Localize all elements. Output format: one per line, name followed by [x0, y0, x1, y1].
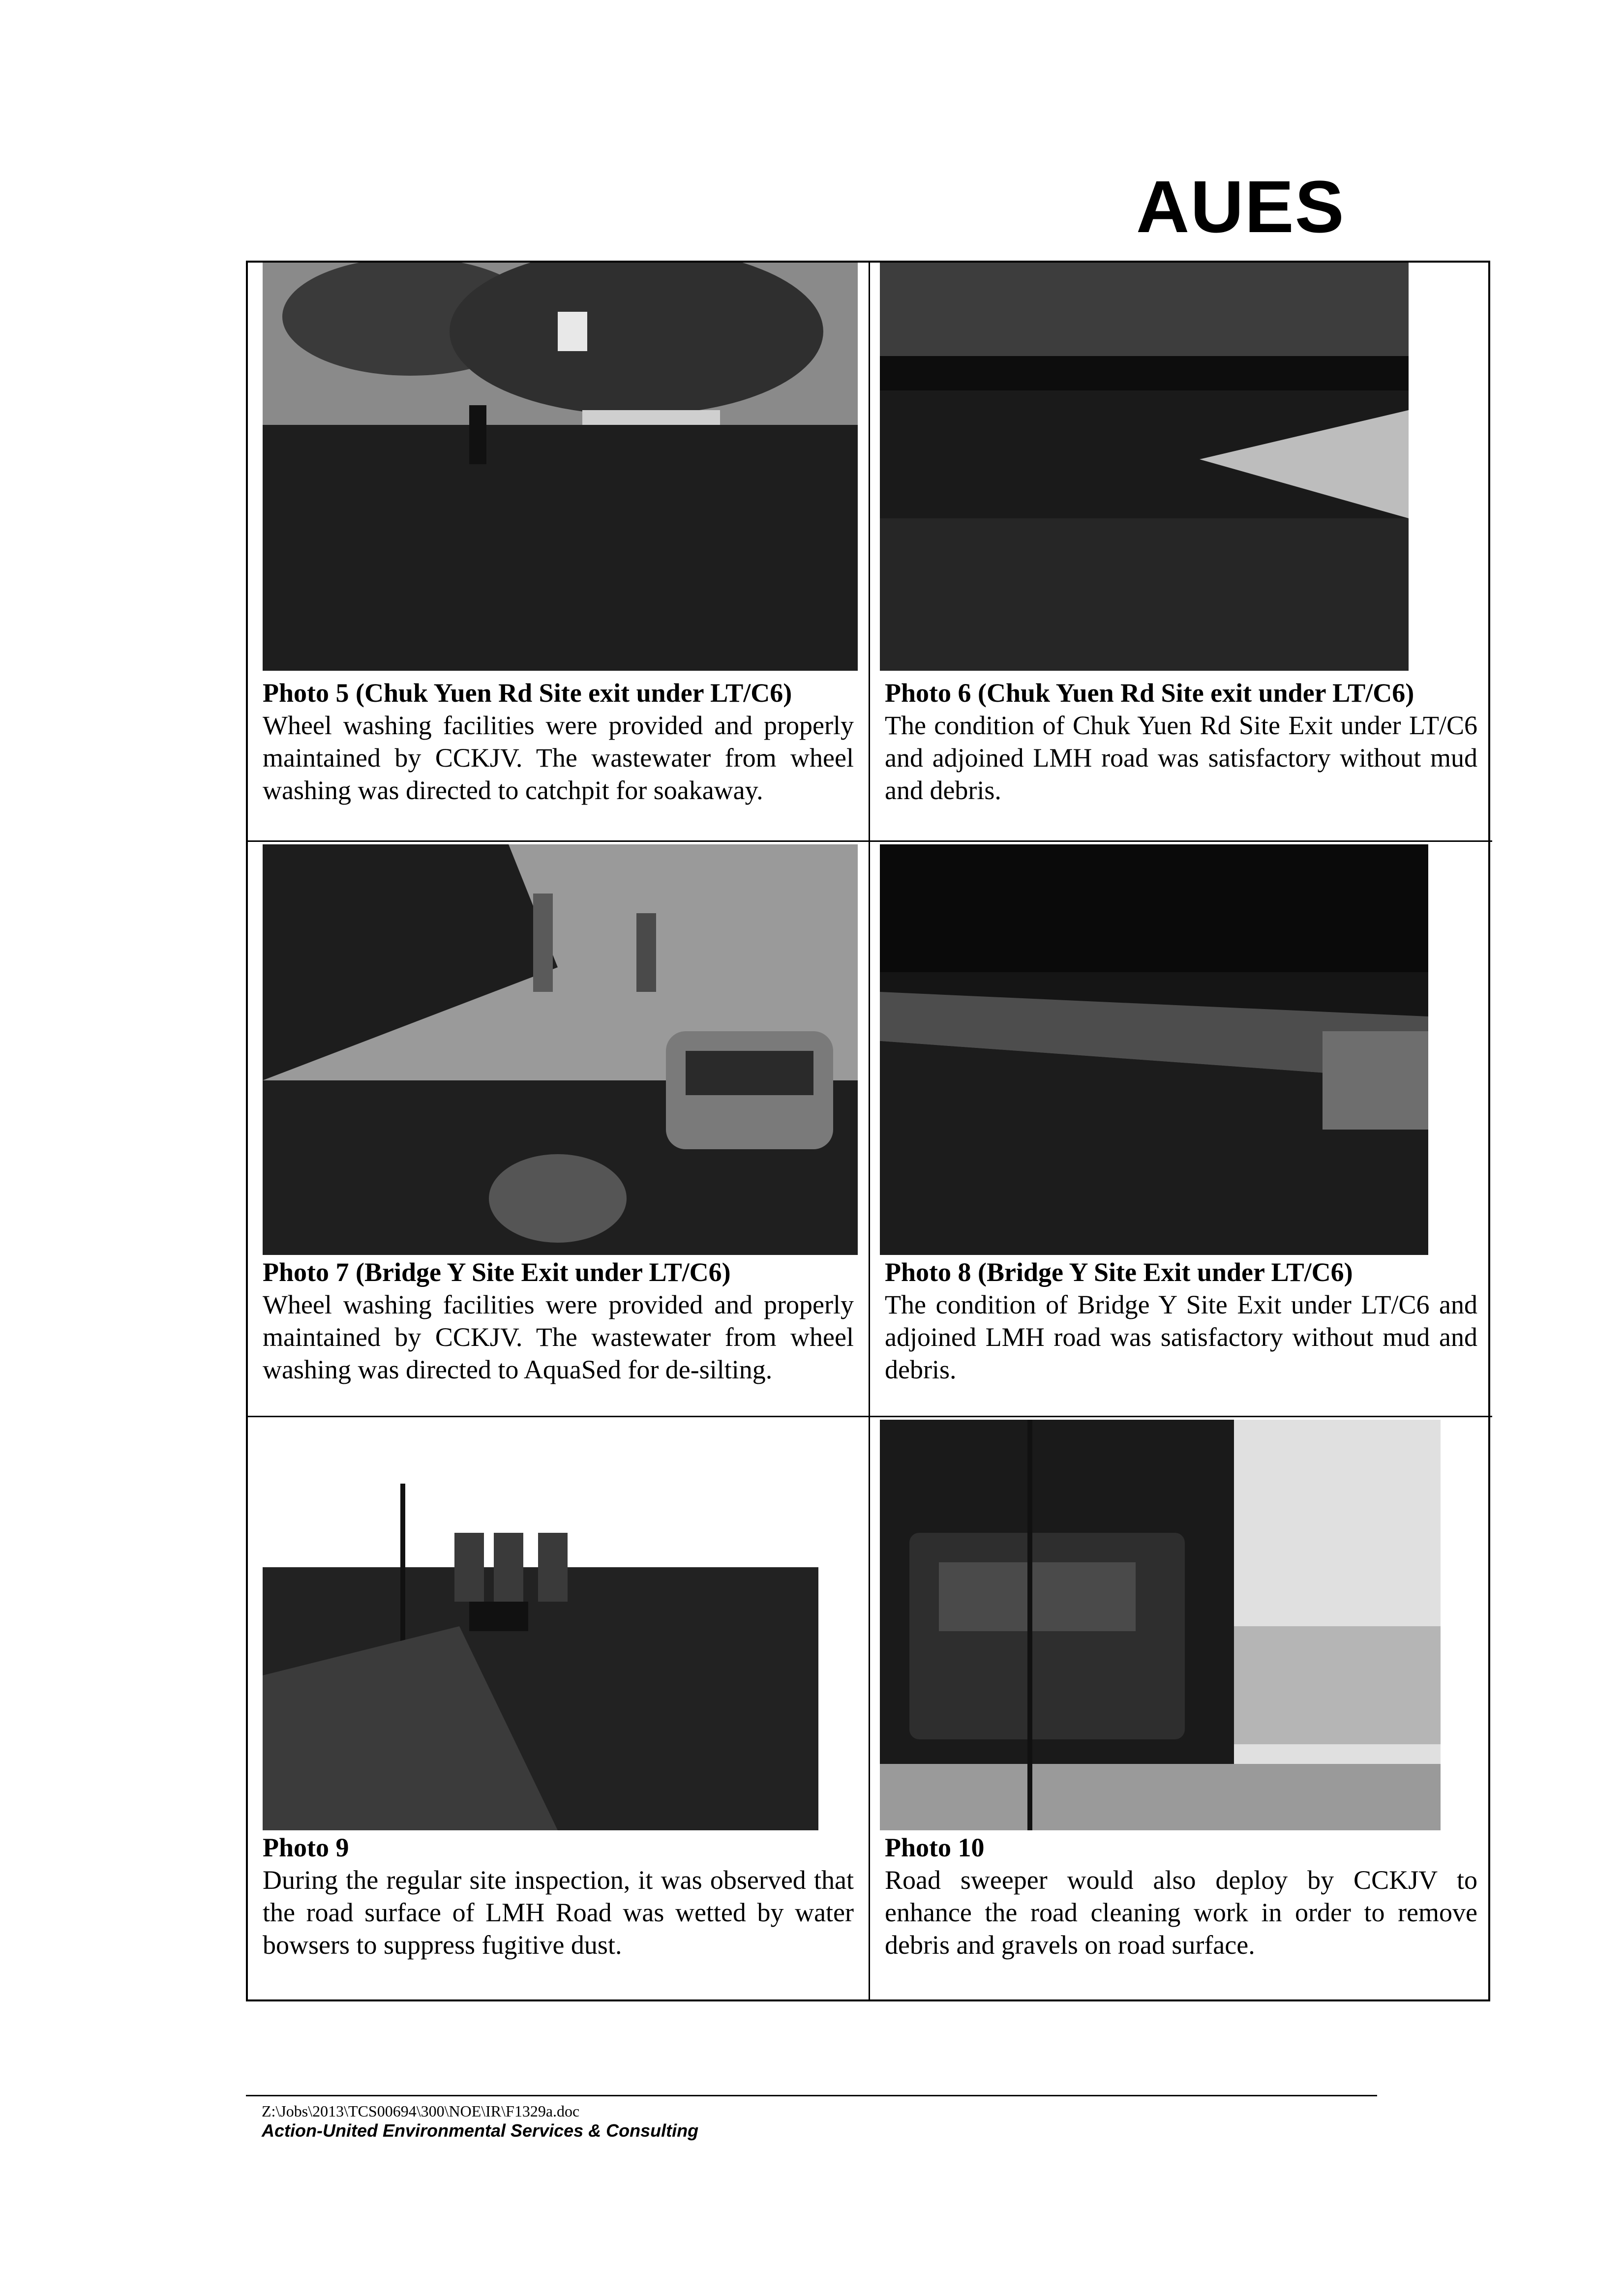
photo-5-description: Wheel washing facilities were provided and properly maintained by CCKJV. The wastewater from wheel washing was directed to catchpit for soakaway.: [263, 711, 854, 805]
photo-10-title: Photo 10: [885, 1833, 985, 1862]
photo-7-image: [263, 844, 858, 1255]
photo-9-caption: [263, 1831, 854, 1961]
photo-cell-6: [870, 263, 1492, 842]
photo-cell-10: [870, 1417, 1492, 1999]
photo-8-title: Photo 8 (Bridge Y Site Exit under LT/C6): [885, 1257, 1353, 1287]
photo-6-title: Photo 6 (Chuk Yuen Rd Site exit under LT/C6): [885, 678, 1414, 708]
photo-5-image: [263, 263, 858, 671]
photo-cell-9: [248, 1417, 870, 1999]
footer-divider: [246, 2095, 1377, 2096]
photo-7-description: Wheel washing facilities were provided and properly maintained by CCKJV. The wastewater from wheel washing was directed to AquaSed for de-silting.: [263, 1290, 854, 1384]
photo-9-description: During the regular site inspection, it was observed that the road surface of LMH Road was wetted by water bowsers to suppress fugitive dust.: [263, 1865, 854, 1960]
photo-9-image: [263, 1420, 818, 1830]
photo-7-caption: [263, 1256, 854, 1386]
photo-cell-5: [248, 263, 870, 842]
photo-7-title: Photo 7 (Bridge Y Site Exit under LT/C6): [263, 1257, 731, 1287]
photo-5-title: Photo 5 (Chuk Yuen Rd Site exit under LT/C6): [263, 678, 792, 708]
photo-5-caption: [263, 677, 854, 806]
photo-8-description: The condition of Bridge Y Site Exit under LT/C6 and adjoined LMH road was satisfactory without mud and debris.: [885, 1290, 1477, 1384]
photo-cell-8: [870, 842, 1492, 1417]
photo-10-image: [880, 1420, 1441, 1830]
photo-6-description: The condition of Chuk Yuen Rd Site Exit under LT/C6 and adjoined LMH road was satisfactory without mud and debris.: [885, 711, 1477, 805]
photo-8-caption: [885, 1256, 1477, 1386]
photo-6-caption: [885, 677, 1477, 806]
photo-10-caption: [885, 1831, 1477, 1961]
photo-cell-7: [248, 842, 870, 1417]
photo-10-description: Road sweeper would also deploy by CCKJV to enhance the road cleaning work in order to remove debris and gravels on road surface.: [885, 1865, 1477, 1960]
photo-8-image: [880, 844, 1428, 1255]
footer-file-path: Z:\Jobs\2013\TCS00694\300\NOE\IR\F1329a.doc: [262, 2102, 580, 2120]
photo-table: [246, 261, 1490, 2001]
aues-logo: AUES: [1136, 165, 1345, 248]
photo-9-title: Photo 9: [263, 1833, 349, 1862]
footer-company-name: Action-United Environmental Services & Consulting: [262, 2120, 699, 2141]
photo-6-image: [880, 263, 1409, 671]
